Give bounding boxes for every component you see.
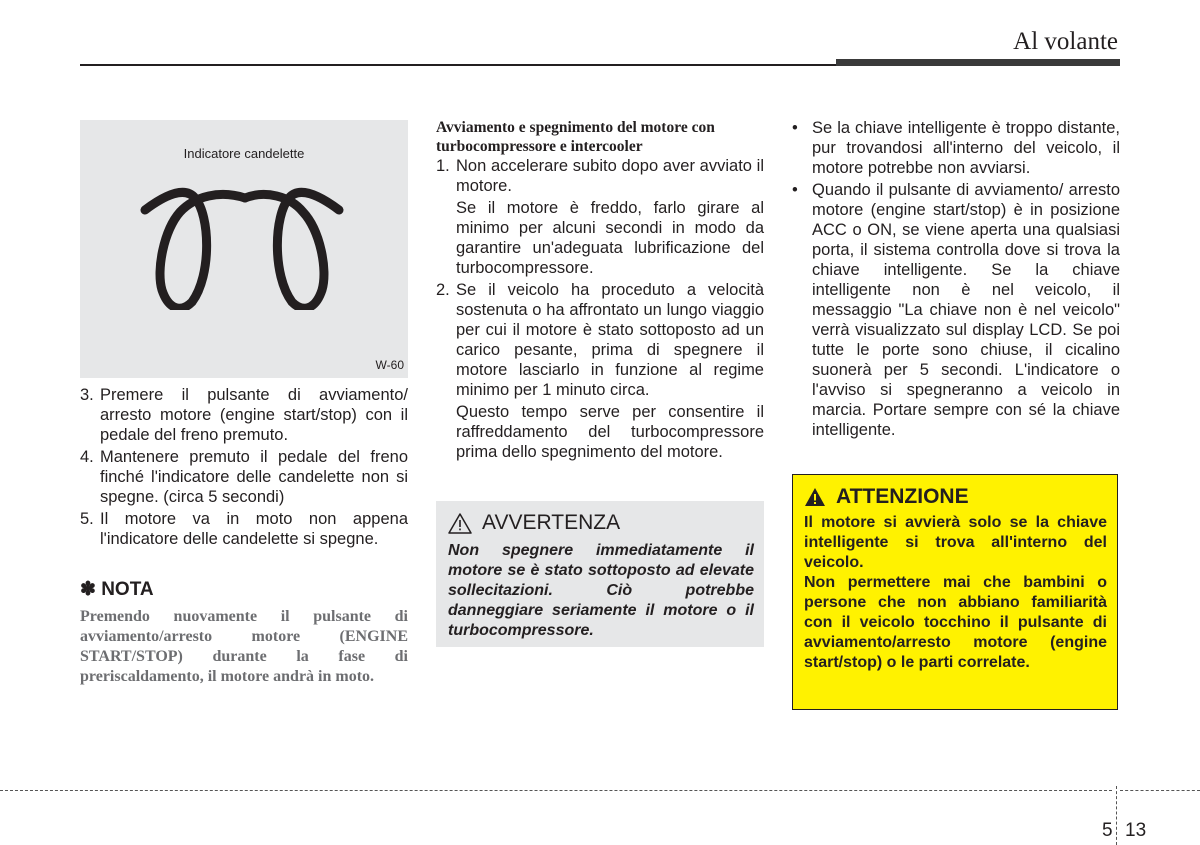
- figure-code: W-60: [375, 358, 404, 372]
- footer-rule: [1120, 790, 1200, 791]
- header-rule: [80, 64, 836, 66]
- page-header-title: Al volante: [1013, 28, 1118, 55]
- step-item: [80, 447, 408, 507]
- step-subparagraph: Questo tempo serve per consentire il raffreddamento del turbocompressore prima dello spegnimento del motore.: [456, 403, 764, 461]
- step-text: Il motore va in moto non appena l'indicatore delle candelette si spegne.: [100, 510, 408, 548]
- step-number: 4.: [80, 448, 94, 466]
- caution-paragraph: Non permettere mai che bambini o persone che non abbiano familiarità con il veicolo tocchino il pulsante di avviamento/arresto motore (engine start/stop) o le parti correlate.: [804, 574, 1107, 671]
- caution-title: ATTENZIONE: [836, 485, 969, 508]
- warning-box: [436, 501, 764, 647]
- section-heading: Avviamento e spegnimento del motore con turbocompressore e intercooler: [436, 119, 715, 155]
- caution-triangle-icon: [804, 487, 826, 507]
- step-number: 2.: [436, 281, 450, 299]
- caution-paragraph: Il motore si avvierà solo se la chiave intelligente si trova all'interno del veicolo.: [804, 514, 1107, 571]
- step-number: 5.: [80, 510, 94, 528]
- note-body: Premendo nuovamente il pulsante di avviamento/arresto motore (ENGINE START/STOP) durante la fase di preriscaldamento, il motore andrà in moto.: [80, 608, 408, 685]
- left-column: [80, 385, 408, 687]
- warning-heading: [448, 511, 754, 535]
- chapter-number: 5: [1102, 820, 1113, 841]
- step-item: [436, 280, 764, 400]
- step-text: Mantenere premuto il pedale del freno finché l'indicatore delle candelette non si spegne. (circa 5 secondi): [100, 448, 408, 506]
- figure-glow-plug: [80, 120, 408, 378]
- bullet-mark: •: [792, 119, 798, 137]
- footer-rule: [0, 790, 1112, 791]
- step-item: [436, 156, 764, 196]
- step-item: [80, 385, 408, 445]
- header-rule-accent: [836, 59, 1120, 66]
- warning-title: AVVERTENZA: [482, 511, 621, 534]
- step-text: Se il veicolo ha proceduto a velocità sostenuta o ha affrontato un lungo viaggio per cui il motore è stato sottoposto ad un carico pesante, prima di spegnere il motore lasciarlo in funzione al regime minimo per 1 minuto circa.: [456, 281, 764, 399]
- note-heading: ✽ NOTA: [80, 579, 154, 600]
- step-number: 1.: [436, 157, 450, 175]
- step-text: Premere il pulsante di avviamento/ arresto motore (engine start/stop) con il pedale del freno premuto.: [100, 386, 408, 444]
- figure-caption: Indicatore candelette: [183, 146, 305, 161]
- bullet-text: Quando il pulsante di avviamento/ arresto motore (engine start/stop) è in posizione ACC o ON, se viene aperta una qualsiasi porta, il sistema controlla dove si trova la chiave intelligente. Se la chiave intelligente non è nel veicolo, il messaggio "La chiave non è nel veicolo" verrà visualizzato sul display LCD. Se poi tutte le porte sono chiuse, il cicalino suonerà per 5 secondi. L'indicatore o l'avviso si spegneranno a veicolo in marcia. Portare sempre con sé la chiave intelligente.: [812, 181, 1120, 439]
- step-item: [80, 509, 408, 549]
- warning-body: Non spegnere immediatamente il motore se è stato sottoposto ad elevate sollecitazioni. Ciò potrebbe danneggiare seriamente il motore o il turbocompressore.: [448, 542, 754, 639]
- step-text: Non accelerare subito dopo aver avviato il motore.: [456, 157, 764, 195]
- step-subparagraph: Se il motore è freddo, farlo girare al minimo per alcuni secondi in modo da garantire un'adeguata lubrificazione del turbocompressore.: [456, 199, 764, 277]
- step-number: 3.: [80, 386, 94, 404]
- glow-plug-indicator-icon: [140, 180, 350, 310]
- middle-column: [436, 118, 764, 464]
- bullet-item: [790, 180, 1120, 440]
- footer-divider: [1116, 786, 1117, 845]
- bullet-text: Se la chiave intelligente è troppo distante, pur trovandosi all'interno del veicolo, il motore potrebbe non avviarsi.: [812, 119, 1120, 177]
- page-number: 13: [1125, 820, 1147, 841]
- caution-heading: [804, 485, 1107, 509]
- caution-box: [792, 474, 1118, 710]
- warning-triangle-icon: [448, 513, 472, 534]
- right-column: [790, 118, 1120, 442]
- bullet-mark: •: [792, 181, 798, 199]
- bullet-item: [790, 118, 1120, 178]
